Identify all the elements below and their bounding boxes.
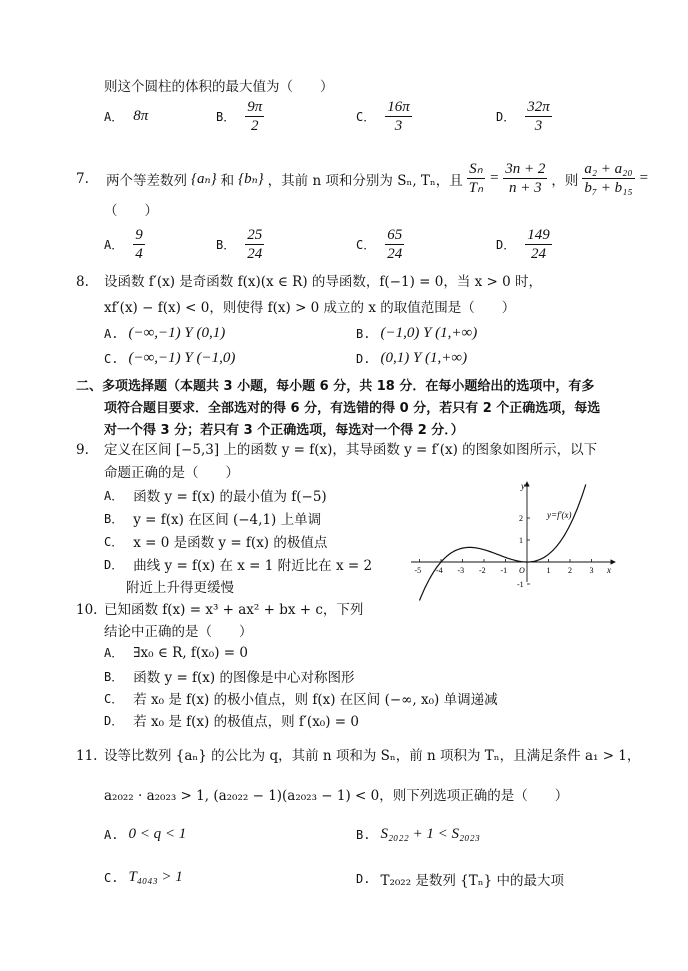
y-tick-label: 2 — [519, 514, 523, 523]
question-number: 7. — [76, 170, 89, 187]
derivative-graph — [405, 478, 620, 589]
q7-option-c[interactable]: C． $\frac{65}{24}$ — [356, 227, 403, 262]
q7-blank: （ ） — [104, 203, 158, 219]
x-tick-label: -4 — [436, 566, 443, 575]
q6-stem: 则这个圆柱的体积的最大值为（ ） — [104, 79, 334, 95]
q10-option-c[interactable]: C． 若 x₀ 是 f(x) 的极小值点，则 f(x) 在区间 (−∞, x₀) 单调递减 — [104, 691, 498, 708]
section2-line2: 项符合题目要求．全部选对的得 6 分，有选错的得 0 分，若只有 2 个正确选项，每选 — [104, 401, 601, 416]
q10-number: 10. — [76, 602, 98, 618]
q11-option-c[interactable]: C. T₄₀₄₃ > 1 — [104, 869, 183, 885]
section2-line3: 对一个得 3 分；若只有 3 个正确选项，每选对一个得 2 分．） — [104, 423, 464, 438]
q7-option-d[interactable]: D． $\frac{149}{24}$ — [496, 227, 550, 262]
option-fraction: $\frac{9\pi}{2}$ — [247, 99, 263, 134]
q10-option-d[interactable]: D． 若 x₀ 是 f(x) 的极值点，则 f′(x₀) = 0 — [104, 713, 359, 730]
q10-option-a[interactable]: A． ∃x₀ ∈ R, f(x₀) = 0 — [104, 644, 248, 661]
y-ticks — [517, 514, 530, 589]
x-tick-label: -2 — [479, 566, 486, 575]
option-label: A． — [104, 110, 124, 124]
q7-option-b[interactable]: B． $\frac{25}{24}$ — [216, 227, 263, 262]
y-tick-label: 1 — [519, 536, 523, 545]
q9-option-c[interactable]: C． x = 0 是函数 y = f(x) 的极值点 — [104, 534, 328, 551]
q11-option-d[interactable]: D. T₂₀₂₂ 是数列 {Tₙ} 中的最大项 — [356, 872, 565, 889]
q11-option-a[interactable]: A. 0 < q < 1 — [104, 826, 187, 842]
q11-number: 11. — [76, 748, 98, 764]
q9-option-d-cont: 附近上升得更缓慢 — [126, 580, 234, 596]
rhs-fraction: $\frac{3n + 2}{n + 3}$ — [505, 161, 546, 196]
q11-line1: 设等比数列 {aₙ} 的公比为 q，其前 n 项和为 Sₙ，前 n 项积为 Tₙ，且满足条件 a₁ > 1， — [104, 748, 641, 764]
x-tick-label: -3 — [457, 566, 465, 575]
option-value: 8π — [133, 108, 149, 124]
option-label: D． — [496, 110, 516, 124]
q11-option-b[interactable]: B. S₂₀₂₂ + 1 < S₂₀₂₃ — [356, 826, 480, 842]
q8-line1: 设函数 f′(x) 是奇函数 f(x)(x ∈ R) 的导函数，f(−1) = 0，当 x > 0 时， — [104, 274, 542, 290]
option-fraction: $\frac{16\pi}{3}$ — [387, 99, 410, 134]
q11-line2: a₂₀₂₂ · a₂₀₂₃ > 1, (a₂₀₂₂ − 1)(a₂₀₂₃ − 1) < 0，则下列选项正确的是（ ） — [104, 788, 569, 804]
q7-stem: 7. 两个等差数列 {aₙ} 和 {bₙ} ，其前 n 项和分别为 Sₙ, Tₙ，且 $\frac{\text{Sₙ}}{\text{Tₙ}}$ = $\frac{3n + 2}{n + 3}$ ，则 $\frac{\text{a₂ + a₂₀}}{\text{b₇ + b₁₅}}$ = — [76, 161, 649, 196]
q6-option-c[interactable] — [356, 98, 412, 135]
q7-option-a[interactable]: A． $\frac{9}{4}$ — [104, 227, 143, 262]
x-tick-label: 1 — [546, 566, 551, 575]
q10-line1: 已知函数 f(x) = x³ + ax² + bx + c，下列 — [104, 602, 364, 618]
q8-option-a[interactable]: A. (−∞,−1) Y (0,1) — [104, 325, 226, 341]
q6-option-b[interactable] — [216, 98, 264, 135]
q9-number: 9. — [76, 442, 89, 458]
curve-label: y=f′(x) — [547, 510, 572, 520]
section-heading: 二、多项选择题 — [76, 379, 168, 394]
x-tick-label: 2 — [568, 566, 572, 575]
q6-option-d[interactable] — [496, 98, 552, 135]
q8-option-b[interactable]: B. (−1,0) Y (1,+∞) — [356, 325, 478, 341]
q8-option-d[interactable]: D. (0,1) Y (1,+∞) — [356, 350, 468, 366]
q9-option-a[interactable]: A． 函数 y = f(x) 的最小值为 f(−5) — [104, 488, 327, 505]
q8-number: 8. — [76, 274, 89, 290]
q10-option-b[interactable]: B． 函数 y = f(x) 的图像是中心对称图形 — [104, 669, 355, 686]
x-axis-label: x — [607, 565, 611, 575]
q9-option-b[interactable]: B． y = f(x) 在区间 (−4,1) 上单调 — [104, 511, 322, 528]
q8-line2: xf′(x) − f(x) < 0，则使得 f(x) > 0 成立的 x 的取值范围是（ ） — [104, 300, 516, 316]
x-tick-label: 3 — [589, 566, 594, 575]
q9-line1: 定义在区间 [−5,3] 上的函数 y = f(x)，其导函数 y = f′(x) 的图象如图所示，以下 — [104, 442, 598, 458]
q9-option-d[interactable]: D． 曲线 y = f(x) 在 x = 1 附近比在 x = 2 — [104, 557, 373, 574]
x-tick-label: -5 — [414, 566, 422, 575]
y-tick-label: -1 — [517, 580, 524, 589]
x-tick-label: -1 — [500, 566, 508, 575]
option-label: C． — [356, 110, 376, 124]
option-fraction: $\frac{32\pi}{3}$ — [527, 99, 550, 134]
q8-option-c[interactable]: C. (−∞,−1) Y (−1,0) — [104, 350, 236, 366]
origin-label: O — [519, 566, 525, 575]
target-fraction: $\frac{\text{a₂ + a₂₀}}{\text{b₇ + b₁₅}}$ — [584, 161, 633, 196]
q6-option-a[interactable] — [104, 108, 148, 125]
derivative-curve — [420, 485, 586, 601]
section2-line1: 二、多项选择题（本题共 3 小题，每小题 6 分，共 18 分．在每小题给出的选项中，有多 — [76, 379, 595, 394]
y-axis-label: y — [521, 481, 525, 491]
q10-line2: 结论中正确的是（ ） — [104, 624, 253, 640]
option-label: B． — [216, 110, 236, 124]
q9-line2: 命题正确的是（ ） — [104, 465, 239, 481]
ratio-fraction: $\frac{\text{Sₙ}}{\text{Tₙ}}$ — [468, 161, 484, 196]
